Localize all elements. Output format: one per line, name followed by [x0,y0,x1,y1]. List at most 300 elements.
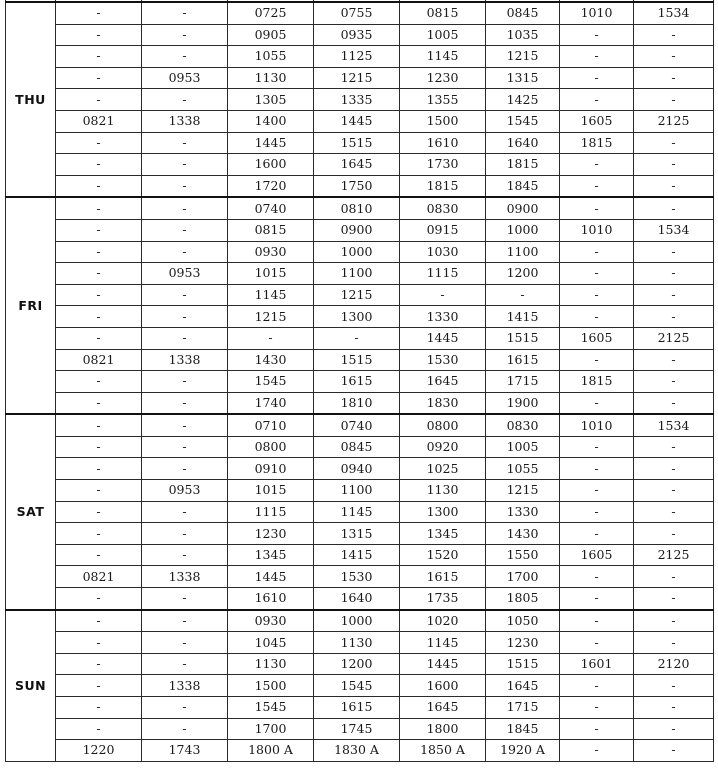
time-cell: 1800 A [228,740,314,762]
time-cell: - [56,284,142,306]
time-cell: - [56,24,142,46]
time-cell: - [142,588,228,610]
time-cell: - [560,588,634,610]
time-cell: - [486,284,560,306]
time-cell: 1215 [314,284,400,306]
time-cell: 1030 [400,241,486,263]
day-label-sun: SUN [6,610,56,762]
time-cell: 1100 [314,480,400,502]
time-cell: 1338 [142,349,228,371]
time-cell: 1645 [486,675,560,697]
time-cell: 1445 [400,327,486,349]
time-cell: - [560,566,634,588]
time-cell: - [560,740,634,762]
time-cell: 1430 [486,523,560,545]
time-cell: 1815 [560,132,634,154]
time-cell: 2125 [634,544,714,566]
schedule-row [6,392,714,414]
schedule-row [6,284,714,306]
time-cell: 1610 [228,588,314,610]
time-cell: 1845 [486,718,560,740]
schedule-row [6,132,714,154]
time-cell: 0830 [400,197,486,219]
time-cell: - [56,718,142,740]
time-cell: 1810 [314,392,400,414]
time-cell: 1315 [486,67,560,89]
time-cell: - [56,632,142,654]
schedule-row [6,110,714,132]
time-cell: - [142,718,228,740]
time-cell: 1545 [228,371,314,393]
time-cell: - [634,89,714,111]
time-cell: - [142,544,228,566]
time-cell: 1815 [400,175,486,197]
time-cell: - [142,414,228,436]
time-cell: - [560,675,634,697]
time-cell: - [560,349,634,371]
time-cell: 1130 [314,632,400,654]
time-cell: 1700 [228,718,314,740]
time-cell: 1605 [560,544,634,566]
time-cell: 1200 [314,653,400,675]
time-cell: 1600 [228,154,314,176]
time-cell: 0900 [314,219,400,241]
time-cell: - [560,24,634,46]
time-cell: - [56,2,142,24]
time-cell: 1330 [400,306,486,328]
time-cell: 0920 [400,436,486,458]
time-cell: - [56,588,142,610]
schedule-row [6,241,714,263]
time-cell: 1145 [400,632,486,654]
schedule-body [6,0,714,761]
time-cell: - [56,458,142,480]
time-cell: 1601 [560,653,634,675]
time-cell: 1920 A [486,740,560,762]
time-cell: - [634,154,714,176]
time-cell: 0900 [486,197,560,219]
time-cell: 1300 [400,501,486,523]
time-cell: 1615 [314,697,400,719]
time-cell: - [142,697,228,719]
time-cell: - [560,392,634,414]
time-cell: 1045 [228,632,314,654]
time-cell: 1800 [400,718,486,740]
time-cell: 1305 [228,89,314,111]
time-cell: 0755 [314,2,400,24]
time-cell: 1645 [400,371,486,393]
time-cell: 1530 [314,566,400,588]
schedule-row [6,349,714,371]
schedule-row [6,306,714,328]
time-cell: 1000 [486,219,560,241]
time-cell: - [142,241,228,263]
schedule-row [6,219,714,241]
time-cell: 0740 [314,414,400,436]
schedule-row [6,154,714,176]
time-cell: 0930 [228,610,314,632]
time-cell: - [142,89,228,111]
time-cell: - [634,566,714,588]
time-cell: - [560,718,634,740]
time-cell: - [634,436,714,458]
time-cell: 1645 [314,154,400,176]
time-cell: - [142,197,228,219]
time-cell: 0830 [486,414,560,436]
schedule-row [6,458,714,480]
time-cell: 0953 [142,480,228,502]
time-cell: 1130 [228,653,314,675]
time-cell: - [56,653,142,675]
time-cell: 1530 [400,349,486,371]
time-cell: 1550 [486,544,560,566]
time-cell: 0800 [228,436,314,458]
time-cell: 1615 [400,566,486,588]
time-cell: - [634,675,714,697]
time-cell: - [56,523,142,545]
time-cell: - [560,175,634,197]
time-cell: 0953 [142,67,228,89]
time-cell: 0710 [228,414,314,436]
time-cell: 1520 [400,544,486,566]
time-cell: - [634,718,714,740]
time-cell: 1720 [228,175,314,197]
time-cell: - [634,24,714,46]
time-cell: - [634,371,714,393]
time-cell: - [560,89,634,111]
time-cell: - [56,89,142,111]
time-cell: - [142,219,228,241]
time-cell: - [560,436,634,458]
schedule-row [6,175,714,197]
time-cell: - [634,67,714,89]
time-cell: 0821 [56,110,142,132]
time-cell: 1830 [400,392,486,414]
time-cell: - [634,523,714,545]
time-cell: 0725 [228,2,314,24]
time-cell: 1605 [560,327,634,349]
time-cell: 0953 [142,263,228,285]
time-cell: 1815 [486,154,560,176]
day-label-fri: FRI [6,197,56,414]
time-cell: 1345 [400,523,486,545]
schedule-row [6,697,714,719]
time-cell: 1130 [228,67,314,89]
time-cell: 1100 [314,263,400,285]
time-cell: - [560,67,634,89]
time-cell: - [634,392,714,414]
schedule-row [6,263,714,285]
time-cell: - [56,480,142,502]
time-cell: - [560,154,634,176]
time-cell: 0915 [400,219,486,241]
time-cell: - [634,197,714,219]
time-cell: - [634,241,714,263]
time-cell: - [56,241,142,263]
schedule-row [6,480,714,502]
time-cell: 1425 [486,89,560,111]
time-cell: - [142,632,228,654]
time-cell: 2120 [634,653,714,675]
time-cell: 1545 [228,697,314,719]
time-cell: 1215 [314,67,400,89]
schedule-row [6,501,714,523]
time-cell: - [634,132,714,154]
time-cell: - [400,284,486,306]
schedule-row [6,544,714,566]
schedule-row [6,523,714,545]
time-cell: 1735 [400,588,486,610]
time-cell: 1415 [486,306,560,328]
time-cell: 1035 [486,24,560,46]
time-cell: - [56,501,142,523]
time-cell: - [634,588,714,610]
time-cell: 1000 [314,241,400,263]
time-cell: 1615 [486,349,560,371]
time-cell: - [560,458,634,480]
time-cell: - [560,501,634,523]
time-cell: 1055 [228,46,314,68]
time-cell: 1015 [228,480,314,502]
schedule-row [6,566,714,588]
time-cell: - [142,154,228,176]
time-cell: 1610 [400,132,486,154]
time-cell: 1338 [142,110,228,132]
time-cell: - [314,327,400,349]
time-cell: 1315 [314,523,400,545]
time-cell: 1900 [486,392,560,414]
schedule-row [6,718,714,740]
time-cell: 1500 [400,110,486,132]
schedule-row [6,610,714,632]
schedule-row [6,588,714,610]
time-cell: 1215 [228,306,314,328]
time-cell: - [56,263,142,285]
time-cell: 1005 [400,24,486,46]
time-cell: - [142,523,228,545]
time-cell: 1020 [400,610,486,632]
time-cell: 1445 [400,653,486,675]
time-cell: 1215 [486,480,560,502]
day-label-thu: THU [6,2,56,197]
time-cell: 1400 [228,110,314,132]
time-cell: 1445 [314,110,400,132]
time-cell: - [56,67,142,89]
time-cell: 1830 A [314,740,400,762]
time-cell: 0910 [228,458,314,480]
time-cell: - [634,46,714,68]
time-cell: 1534 [634,219,714,241]
time-cell: - [56,175,142,197]
time-cell: 1025 [400,458,486,480]
time-cell: 0740 [228,197,314,219]
time-cell: - [634,632,714,654]
time-cell: 1220 [56,740,142,762]
time-cell: - [634,284,714,306]
time-cell: 0845 [314,436,400,458]
time-cell: 1355 [400,89,486,111]
time-cell: 1415 [314,544,400,566]
schedule-row [6,2,714,24]
time-cell: 1125 [314,46,400,68]
time-cell: - [560,263,634,285]
time-cell: - [56,154,142,176]
time-cell: 1300 [314,306,400,328]
time-cell: - [634,175,714,197]
time-cell: - [634,480,714,502]
time-cell: 0815 [400,2,486,24]
time-cell: 1338 [142,675,228,697]
time-cell: - [634,349,714,371]
time-cell: 1750 [314,175,400,197]
schedule-row [6,46,714,68]
schedule-row [6,89,714,111]
time-cell: 0815 [228,219,314,241]
time-cell: - [56,697,142,719]
time-cell: - [142,501,228,523]
time-cell: 0940 [314,458,400,480]
time-cell: - [634,263,714,285]
time-cell: - [634,610,714,632]
time-cell: - [56,132,142,154]
time-cell: - [560,697,634,719]
time-cell: 1000 [314,610,400,632]
time-cell: - [56,675,142,697]
time-cell: 0935 [314,24,400,46]
time-cell: - [142,2,228,24]
time-cell: 0905 [228,24,314,46]
time-cell: 1815 [560,371,634,393]
time-cell: - [56,219,142,241]
time-cell: - [634,740,714,762]
time-cell: 1740 [228,392,314,414]
time-cell: - [56,46,142,68]
time-cell: - [56,306,142,328]
time-cell: 0810 [314,197,400,219]
time-cell: 1005 [486,436,560,458]
time-cell: 1743 [142,740,228,762]
time-cell: 1335 [314,89,400,111]
time-cell: 1145 [314,501,400,523]
time-cell: 1115 [400,263,486,285]
time-cell: - [634,458,714,480]
time-cell: - [142,284,228,306]
time-cell: 1010 [560,414,634,436]
time-cell: - [142,132,228,154]
time-cell: - [560,46,634,68]
time-cell: - [634,697,714,719]
time-cell: 0930 [228,241,314,263]
time-cell: - [142,327,228,349]
schedule-row [6,24,714,46]
time-cell: - [634,501,714,523]
time-cell: - [56,197,142,219]
time-cell: - [560,306,634,328]
time-cell: - [142,436,228,458]
time-cell: - [560,610,634,632]
time-cell: 1230 [486,632,560,654]
time-cell: - [634,306,714,328]
time-cell: 1845 [486,175,560,197]
time-cell: 1615 [314,371,400,393]
schedule-table [5,0,714,762]
schedule-row [6,371,714,393]
time-cell: 1805 [486,588,560,610]
time-cell: 1545 [314,675,400,697]
time-cell: - [560,284,634,306]
time-cell: 1010 [560,2,634,24]
time-cell: - [142,371,228,393]
time-cell: 1640 [314,588,400,610]
time-cell: 1230 [228,523,314,545]
time-cell: - [142,392,228,414]
time-cell: 1715 [486,371,560,393]
time-cell: - [560,241,634,263]
time-cell: 1330 [486,501,560,523]
time-cell: 1605 [560,110,634,132]
time-cell: - [560,480,634,502]
time-cell: 1055 [486,458,560,480]
time-cell: 1500 [228,675,314,697]
time-cell: 1600 [400,675,486,697]
time-cell: - [142,653,228,675]
time-cell: 1515 [314,349,400,371]
time-cell: 1645 [400,697,486,719]
time-cell: - [56,610,142,632]
schedule-row [6,632,714,654]
time-cell: 2125 [634,110,714,132]
time-cell: - [228,327,314,349]
time-cell: 1430 [228,349,314,371]
time-cell: - [142,306,228,328]
time-cell: - [560,523,634,545]
time-cell: 1515 [314,132,400,154]
time-cell: - [560,197,634,219]
time-cell: 1700 [486,566,560,588]
time-cell: 1715 [486,697,560,719]
schedule-row [6,675,714,697]
schedule-row [6,436,714,458]
day-label-sat: SAT [6,414,56,609]
time-cell: 1100 [486,241,560,263]
time-cell: - [56,392,142,414]
time-cell: 1115 [228,501,314,523]
time-cell: 1130 [400,480,486,502]
schedule-row [6,653,714,675]
time-cell: 1338 [142,566,228,588]
time-cell: 1515 [486,327,560,349]
time-cell: 1640 [486,132,560,154]
time-cell: 0845 [486,2,560,24]
time-cell: - [142,46,228,68]
time-cell: - [56,371,142,393]
time-cell: 1345 [228,544,314,566]
schedule-row [6,327,714,349]
time-cell: 0800 [400,414,486,436]
time-cell: 1730 [400,154,486,176]
schedule-row [6,67,714,89]
time-cell: - [56,414,142,436]
schedule-row [6,740,714,762]
schedule-row [6,414,714,436]
time-cell: 1050 [486,610,560,632]
time-cell: 1850 A [400,740,486,762]
time-cell: 1445 [228,566,314,588]
schedule-row [6,197,714,219]
time-cell: - [142,610,228,632]
time-cell: 1145 [228,284,314,306]
time-cell: 1145 [400,46,486,68]
